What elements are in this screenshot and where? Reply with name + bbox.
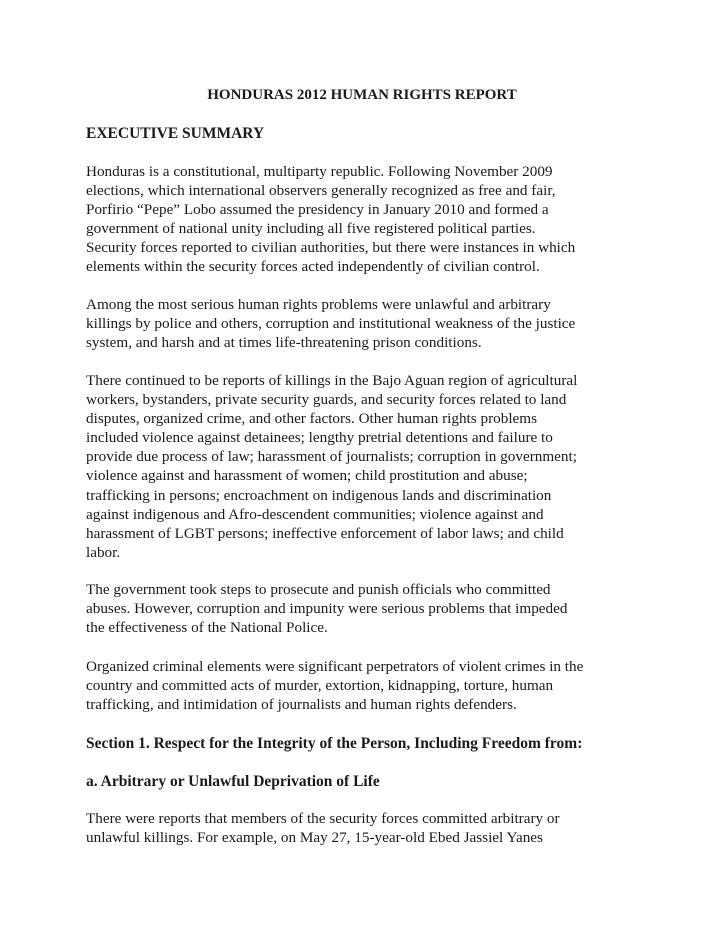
text-line: Porfirio “Pepe” Lobo assumed the presidency in January 2010 and formed a xyxy=(86,201,549,219)
text-line: included violence against detainees; lengthy pretrial detentions and failure to xyxy=(86,429,553,447)
text-line: Honduras is a constitutional, multiparty republic. Following November 2009 xyxy=(86,163,553,180)
text-line: trafficking in persons; encroachment on indigenous lands and discrimination xyxy=(86,486,552,504)
text-line: government of national unity including all five registered political parties. xyxy=(86,220,536,238)
text-line: system, and harsh and at times life-threatening prison conditions. xyxy=(86,334,482,352)
text-line: Organized criminal elements were significant perpetrators of violent crimes in the xyxy=(86,658,584,675)
paragraph-2 xyxy=(86,295,646,352)
text-line: provide due process of law; harassment of journalists; corruption in government; xyxy=(86,448,577,466)
paragraph-4 xyxy=(86,580,646,637)
text-line: unlawful killings. For example, on May 27, 15-year-old Ebed Jassiel Yanes xyxy=(86,829,543,847)
text-line: disputes, organized crime, and other factors. Other human rights problems xyxy=(86,410,538,428)
text-line: Security forces reported to civilian authorities, but there were instances in which xyxy=(86,239,576,257)
text-line: elections, which international observers generally recognized as free and fair, xyxy=(86,182,556,200)
paragraph-3 xyxy=(86,371,646,562)
text-line: labor. xyxy=(86,543,121,561)
text-line: trafficking, and intimidation of journalists and human rights defenders. xyxy=(86,696,517,714)
paragraph-5 xyxy=(86,657,646,714)
text-line: killings by police and others, corruption and institutional weakness of the justice xyxy=(86,315,576,333)
subsection-heading: a. Arbitrary or Unlawful Deprivation of Life xyxy=(86,773,380,790)
text-line: country and committed acts of murder, extortion, kidnapping, torture, human xyxy=(86,677,554,695)
text-line: Among the most serious human rights problems were unlawful and arbitrary xyxy=(86,296,551,313)
text-line: violence against and harassment of women; child prostitution and abuse; xyxy=(86,467,528,485)
text-line: There were reports that members of the security forces committed arbitrary or xyxy=(86,810,560,827)
paragraph-1 xyxy=(86,162,646,277)
text-line: elements within the security forces acted independently of civilian control. xyxy=(86,258,540,276)
report-title: HONDURAS 2012 HUMAN RIGHTS REPORT xyxy=(207,87,517,103)
text-line: harassment of LGBT persons; ineffective enforcement of labor laws; and child xyxy=(86,524,564,542)
paragraph-6 xyxy=(86,809,646,847)
text-line: the effectiveness of the National Police. xyxy=(86,619,328,637)
text-line: There continued to be reports of killings in the Bajo Aguan region of agricultural xyxy=(86,372,578,389)
section-heading: Section 1. Respect for the Integrity of the Person, Including Freedom from: xyxy=(86,735,583,752)
executive-summary-heading: EXECUTIVE SUMMARY xyxy=(86,125,265,142)
text-line: abuses. However, corruption and impunity were serious problems that impeded xyxy=(86,600,568,618)
text-line: against indigenous and Afro-descendent communities; violence against and xyxy=(86,505,544,523)
text-line: workers, bystanders, private security guards, and security forces related to land xyxy=(86,391,567,409)
text-line: The government took steps to prosecute and punish officials who committed xyxy=(86,581,551,598)
